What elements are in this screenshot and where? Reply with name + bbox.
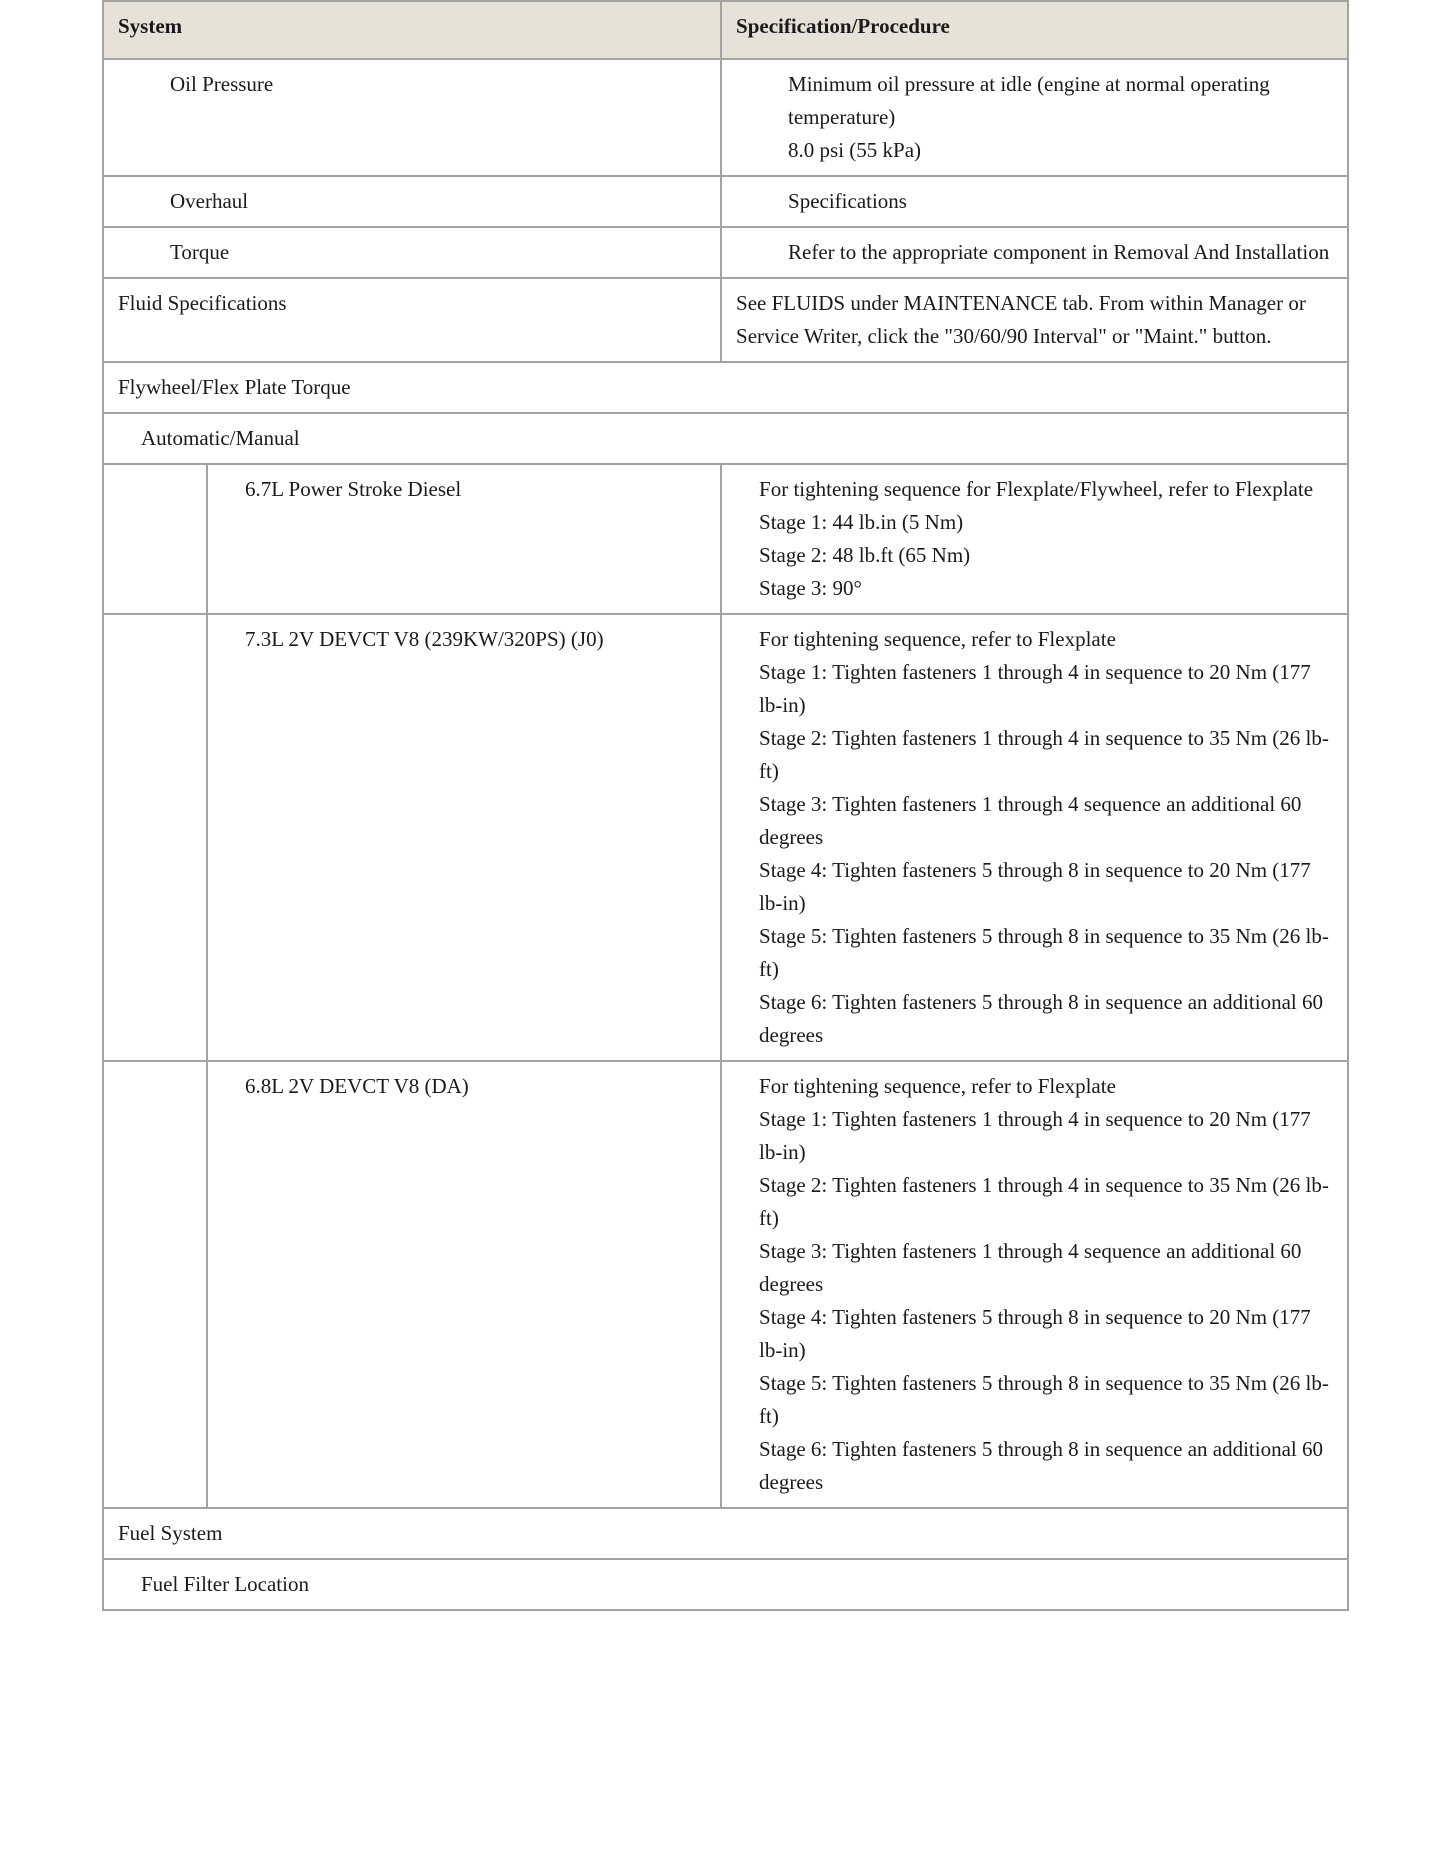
fluid-spec: See FLUIDS under MAINTENANCE tab. From within Manager or Service Writer, click the "30/60/90 Interval" or "Maint." button. <box>721 278 1348 362</box>
v8-73-label: 7.3L 2V DEVCT V8 (239KW/320PS) (J0) <box>207 614 721 1061</box>
fluid-label: Fluid Specifications <box>103 278 721 362</box>
step-line: Stage 3: 90° <box>759 576 862 600</box>
step-line: Stage 2: Tighten fasteners 1 through 4 in sequence to 35 Nm (26 lb-ft) <box>759 1173 1329 1230</box>
step-line: Stage 1: Tighten fasteners 1 through 4 in sequence to 20 Nm (177 lb-in) <box>759 660 1311 717</box>
diesel-label: 6.7L Power Stroke Diesel <box>207 464 721 614</box>
step-line: Stage 5: Tighten fasteners 5 through 8 in sequence to 35 Nm (26 lb-ft) <box>759 924 1329 981</box>
table-row <box>103 614 1348 1061</box>
step-line: Stage 3: Tighten fasteners 1 through 4 sequence an additional 60 degrees <box>759 792 1302 849</box>
step-line: Stage 1: Tighten fasteners 1 through 4 in sequence to 20 Nm (177 lb-in) <box>759 1107 1311 1164</box>
oil-pressure-label: Oil Pressure <box>103 59 721 176</box>
table-row <box>103 362 1348 413</box>
header-system: System <box>103 1 721 59</box>
spec-table <box>102 0 1349 1611</box>
oil-pressure-line: Minimum oil pressure at idle (engine at normal operating temperature) <box>788 72 1270 129</box>
step-line: Stage 2: 48 lb.ft (65 Nm) <box>759 543 971 567</box>
table-row <box>103 464 1348 614</box>
torque-spec: Refer to the appropriate component in Removal And Installation <box>721 227 1348 278</box>
step-line: Stage 4: Tighten fasteners 5 through 8 in sequence to 20 Nm (177 lb-in) <box>759 1305 1311 1362</box>
v8-68-label: 6.8L 2V DEVCT V8 (DA) <box>207 1061 721 1508</box>
table-row <box>103 1061 1348 1508</box>
overhaul-label: Overhaul <box>103 176 721 227</box>
flywheel-section: Flywheel/Flex Plate Torque <box>103 362 1348 413</box>
fuel-system-section: Fuel System <box>103 1508 1348 1559</box>
overhaul-spec: Specifications <box>721 176 1348 227</box>
fuel-filter-location: Fuel Filter Location <box>103 1559 1348 1610</box>
table-row <box>103 1559 1348 1610</box>
diesel-steps <box>721 464 1348 614</box>
step-line: For tightening sequence, refer to Flexplate <box>759 627 1116 651</box>
step-line: Stage 5: Tighten fasteners 5 through 8 in sequence to 35 Nm (26 lb-ft) <box>759 1371 1329 1428</box>
step-line: Stage 3: Tighten fasteners 1 through 4 sequence an additional 60 degrees <box>759 1239 1302 1296</box>
step-line: For tightening sequence, refer to Flexplate <box>759 1074 1116 1098</box>
oil-pressure-spec <box>721 59 1348 176</box>
step-line: Stage 6: Tighten fasteners 5 through 8 in sequence an additional 60 degrees <box>759 990 1324 1047</box>
oil-pressure-value: 8.0 psi (55 kPa) <box>788 138 922 162</box>
v8-73-steps <box>721 614 1348 1061</box>
step-line: For tightening sequence for Flexplate/Flywheel, refer to Flexplate <box>759 477 1314 501</box>
v8-68-steps <box>721 1061 1348 1508</box>
table-header-row <box>103 1 1348 59</box>
indent-cell <box>103 1061 207 1508</box>
table-row <box>103 59 1348 176</box>
step-line: Stage 6: Tighten fasteners 5 through 8 in sequence an additional 60 degrees <box>759 1437 1324 1494</box>
torque-label: Torque <box>103 227 721 278</box>
header-specification: Specification/Procedure <box>721 1 1348 59</box>
indent-cell <box>103 464 207 614</box>
automatic-manual-section: Automatic/Manual <box>103 413 1348 464</box>
indent-cell <box>103 614 207 1061</box>
table-row <box>103 176 1348 227</box>
step-line: Stage 4: Tighten fasteners 5 through 8 in sequence to 20 Nm (177 lb-in) <box>759 858 1311 915</box>
step-line: Stage 2: Tighten fasteners 1 through 4 in sequence to 35 Nm (26 lb-ft) <box>759 726 1329 783</box>
table-row <box>103 1508 1348 1559</box>
step-line: Stage 1: 44 lb.in (5 Nm) <box>759 510 964 534</box>
table-row <box>103 227 1348 278</box>
table-row <box>103 413 1348 464</box>
table-row <box>103 278 1348 362</box>
